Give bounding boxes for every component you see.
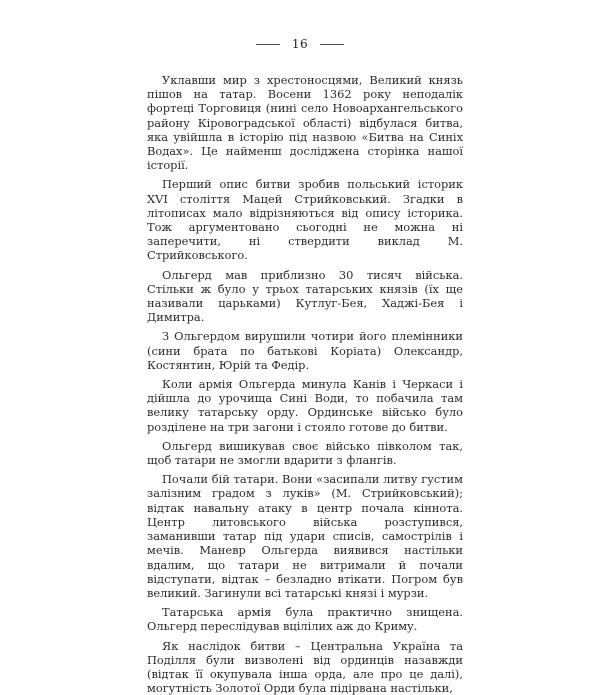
header-rule-right xyxy=(320,44,344,45)
paragraph: Ольгерд вишикував своє військо півколом так, щоб татари не змогли вдарити з флангів. xyxy=(147,438,463,468)
paragraph: Як наслідок битви – Центральна Україна та Поділля були визволені від ординців назавжди (відтак її окупувала інша орда, але про це далі), могутність Золотої Орди була підірвана настільки, xyxy=(147,638,463,695)
page-number: 16 xyxy=(291,37,309,51)
paragraph: Почали бій татари. Вони «засипали литву густим залізним градом з луків» (М. Стрийковський); відтак навальну атаку в центр почала кіннота. Центр литовського війська розступився, заманивши татар під удари списів, самострілів і мечів. Маневр Ольгерда виявився настільки вдалим, що татари не витримали й почали відступати, відтак – безладно втікати. Погром був великий. Загинули всі татарські князі і мурзи. xyxy=(147,472,463,600)
paragraph: З Ольгердом вирушили чотири його племінники (сини брата по батькові Коріата) Олександр, Костянтин, Юрій та Федір. xyxy=(147,329,463,372)
header-rule-left xyxy=(256,44,280,45)
paragraph: Уклавши мир з хрестоносцями, Великий князь пішов на татар. Восени 1362 року неподалік фортеці Торговиця (нині село Новоархангельського району Кіровоградської області) відбулася битва, яка увійшла в історію під назвою «Битва на Синіх Водах». Це найменш досліджена сторінка нашої історії. xyxy=(147,73,463,173)
page-body-text xyxy=(147,73,463,695)
paragraph: Коли армія Ольгерда минула Канів і Черкаси і дійшла до урочища Сині Води, то побачила там велику татарську орду. Ординське військо було розділене на три загони і стояло готове до битви. xyxy=(147,377,463,434)
paragraph: Перший опис битви зробив польський історик XVI століття Мацей Стрийковський. Згадки в літописах мало відрізняються від опису історика. Тож аргументовано сьогодні не можна ні заперечити, ні ствердити виклад М. Стрийковського. xyxy=(147,177,463,263)
page-header xyxy=(0,34,600,54)
paragraph: Ольгерд мав приблизно 30 тисяч війська. Стільки ж було у трьох татарських князів (їх ще називали царьками) Кутлуг-Бея, Хаджі-Бея і Димитра. xyxy=(147,267,463,325)
paragraph: Татарська армія була практично знищена. Ольгерд переслідував вцілілих аж до Криму. xyxy=(147,605,463,634)
